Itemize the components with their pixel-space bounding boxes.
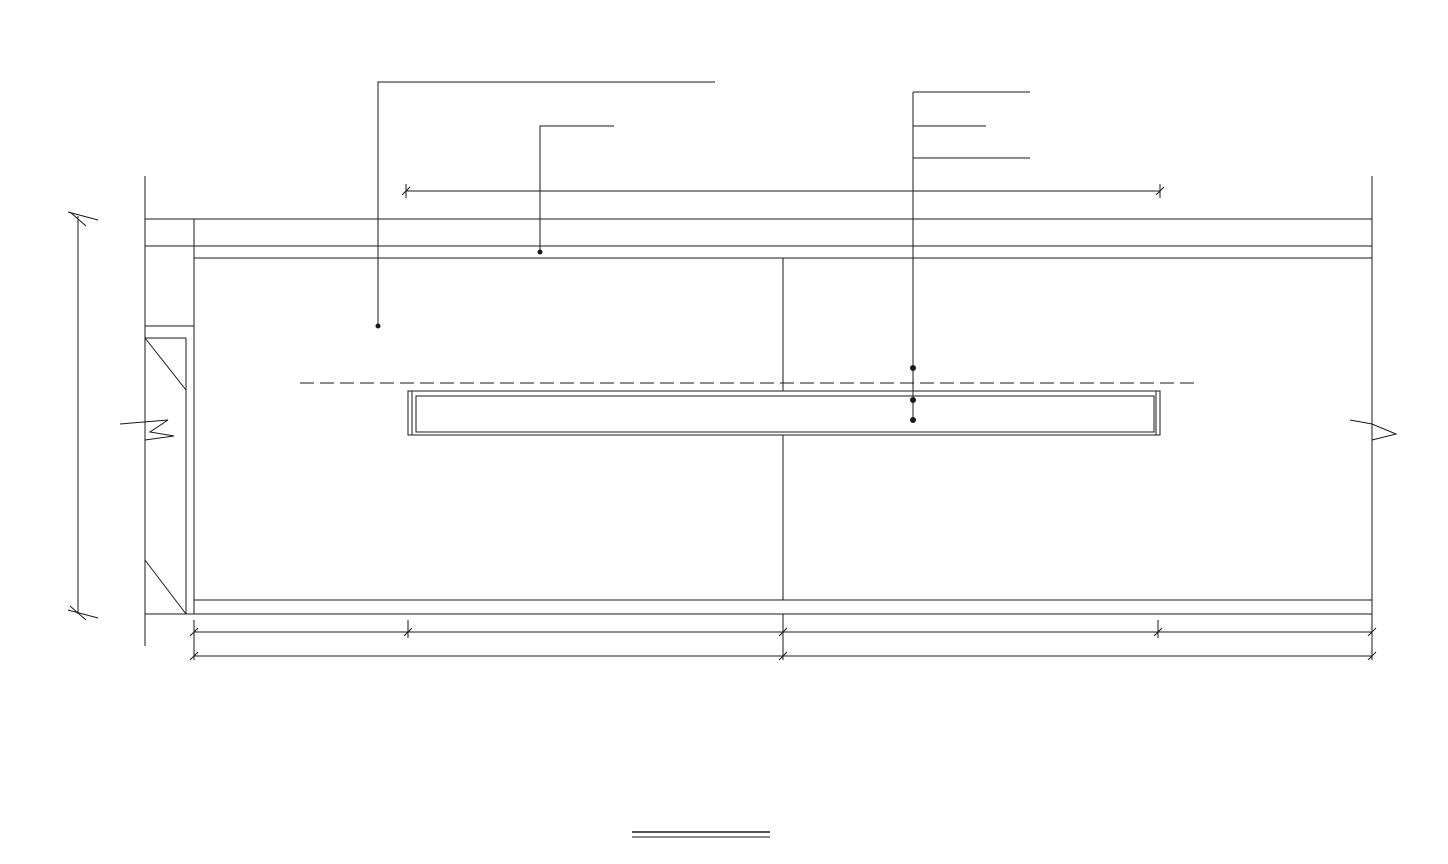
led-strip-band	[300, 383, 1200, 435]
title-block	[632, 832, 770, 837]
leader-lines	[376, 82, 1030, 423]
